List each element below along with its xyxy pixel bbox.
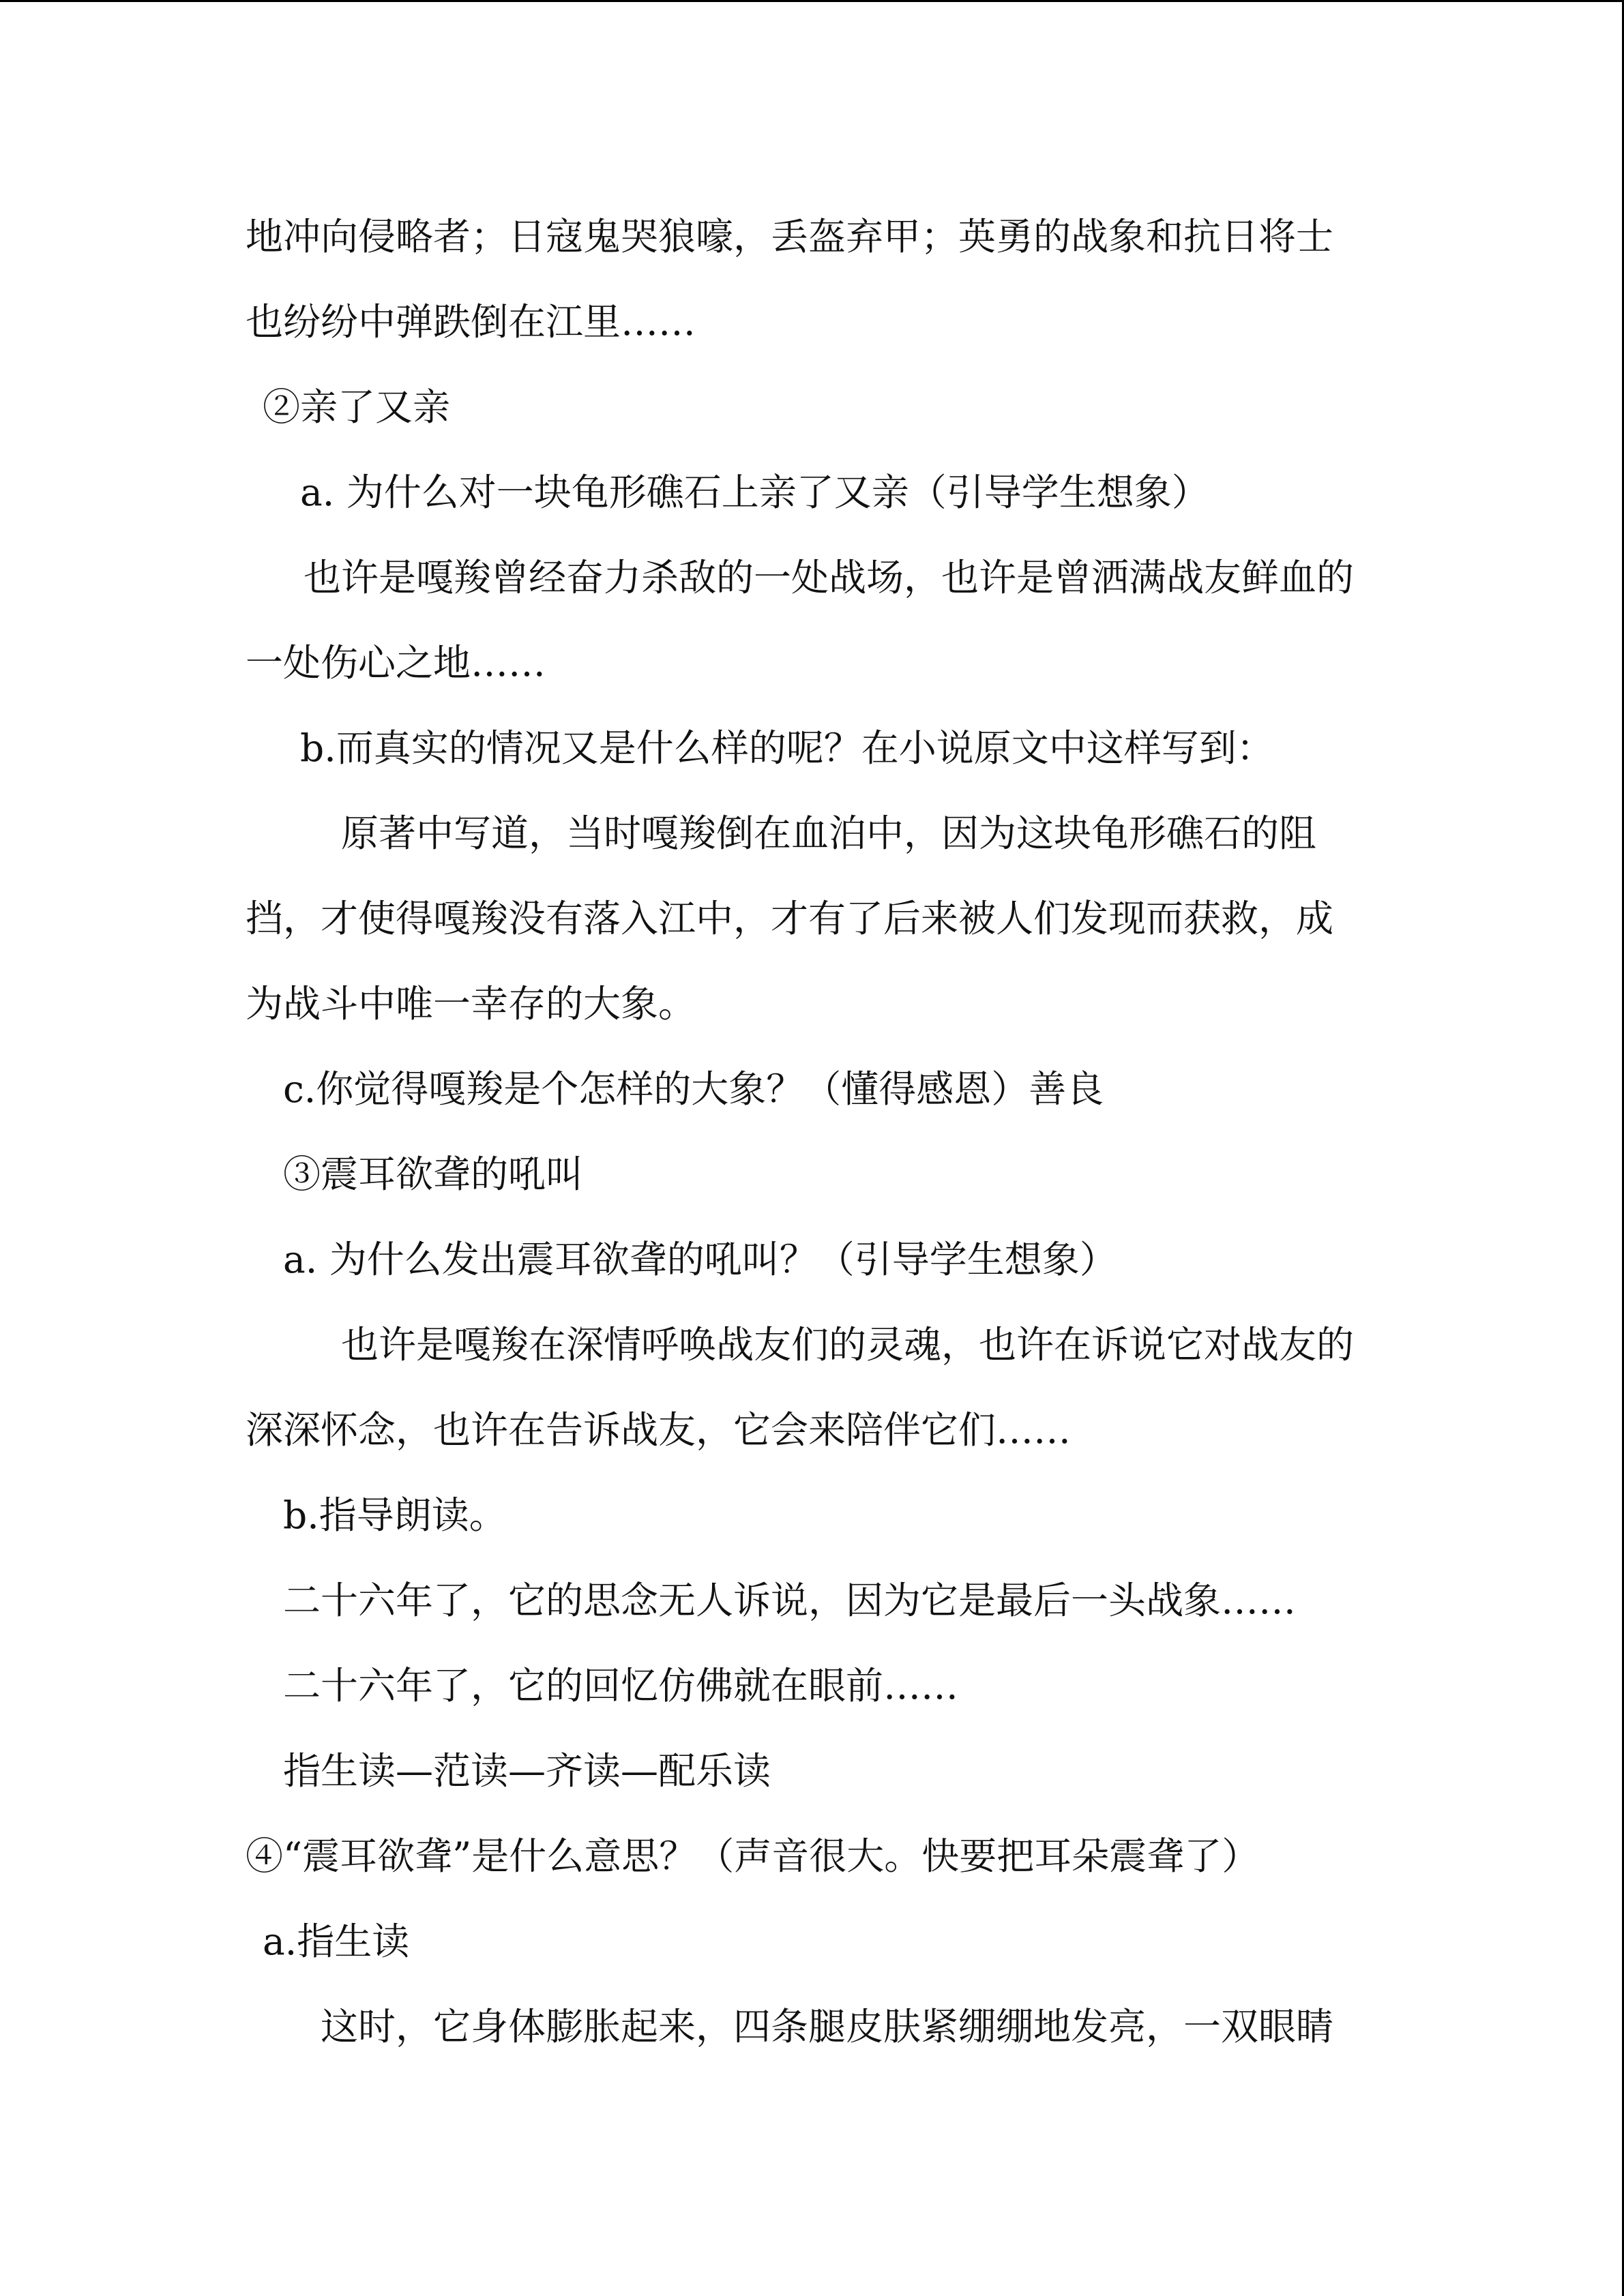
section-heading-2: ②亲了又亲 <box>263 385 451 429</box>
text-line-19: 指生读—范读—齐读—配乐读 <box>283 1749 771 1793</box>
text-line-22: 这时，它身体膨胀起来，四条腿皮肤紧绷绷地发亮，一双眼睛 <box>321 2005 1334 2048</box>
text-line-14: 也许是嘎羧在深情呼唤战友们的灵魂，也许在诉说它对战友的 <box>341 1323 1355 1367</box>
question-a-3: a.指生读 <box>263 1920 410 1963</box>
text-line-9: 挡，才使得嘎羧没有落入江中，才有了后来被人们发现而获救，成 <box>246 897 1334 940</box>
text-line-6: 一处伤心之地…… <box>246 641 546 685</box>
text-line-10: 为战斗中唯一幸存的大象。 <box>246 982 696 1026</box>
question-b: b.而真实的情况又是什么样的呢？在小说原文中这样写到： <box>300 726 1274 770</box>
question-c: c.你觉得嘎羧是个怎样的大象？（懂得感恩）善良 <box>283 1067 1104 1111</box>
text-line-17: 二十六年了，它的思念无人诉说，因为它是最后一头战象…… <box>283 1579 1297 1622</box>
question-a: a. 为什么对一块龟形礁石上亲了又亲（引导学生想象） <box>300 471 1209 514</box>
question-b-2: b.指导朗读。 <box>283 1493 507 1537</box>
question-a-2: a. 为什么发出震耳欲聋的吼叫？（引导学生想象） <box>283 1238 1117 1281</box>
text-line-18: 二十六年了，它的回忆仿佛就在眼前…… <box>283 1664 959 1708</box>
section-heading-3: ③震耳欲聋的吼叫 <box>283 1152 584 1196</box>
text-line-1: 地冲向侵略者；日寇鬼哭狼嚎，丢盔弃甲；英勇的战象和抗日将士 <box>246 215 1334 258</box>
text-line-5: 也许是嘎羧曾经奋力杀敌的一处战场，也许是曾洒满战友鲜血的 <box>304 556 1355 599</box>
text-line-2: 也纷纷中弹跌倒在江里…… <box>246 300 696 344</box>
section-heading-4: ④“震耳欲聋”是什么意思？（声音很大。快要把耳朵震聋了） <box>246 1834 1260 1878</box>
text-line-15: 深深怀念，也许在告诉战友，它会来陪伴它们…… <box>246 1408 1072 1452</box>
page-top-border <box>0 0 1624 2</box>
text-line-8: 原著中写道，当时嘎羧倒在血泊中，因为这块龟形礁石的阻 <box>341 811 1317 855</box>
